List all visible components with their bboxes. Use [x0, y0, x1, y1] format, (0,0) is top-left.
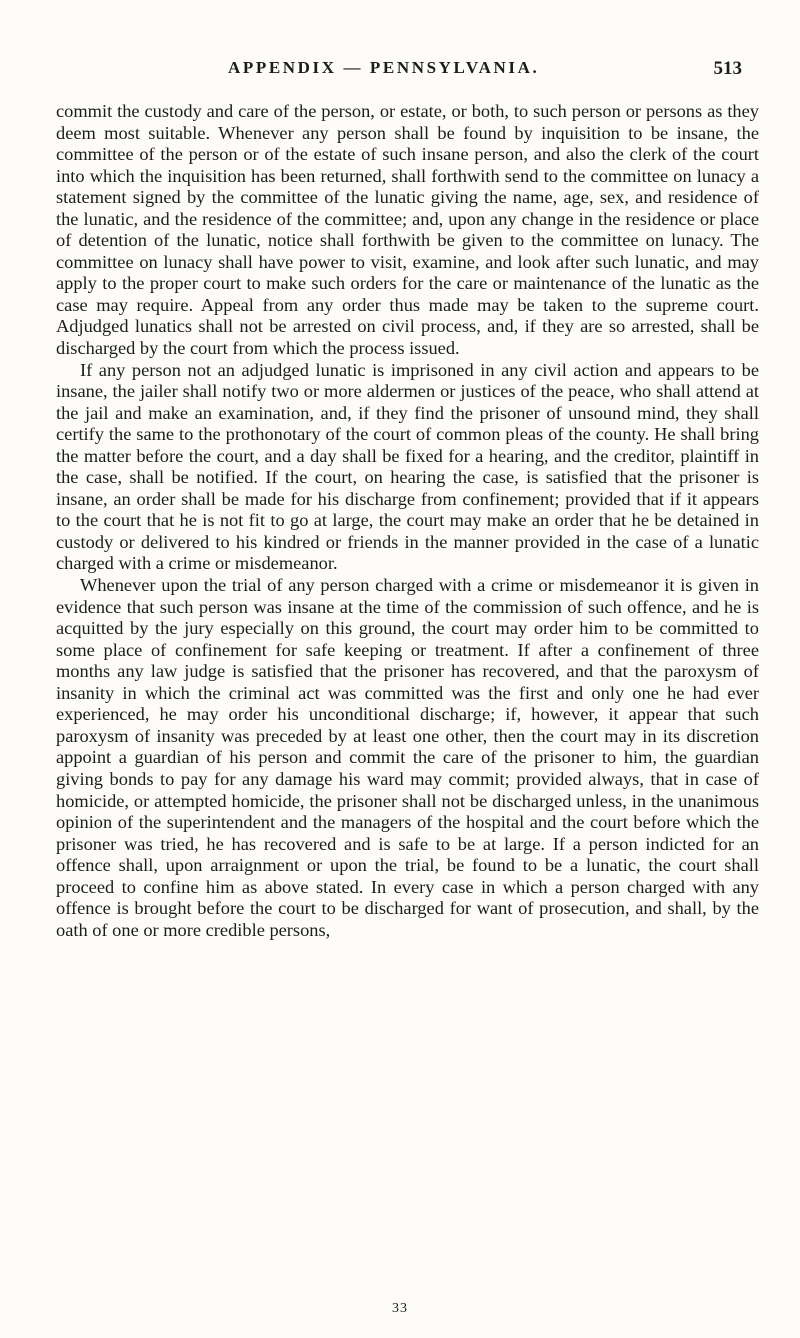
page-number: 513	[713, 58, 742, 79]
body-text	[56, 101, 759, 941]
running-title: APPENDIX — PENNSYLVANIA.	[228, 58, 540, 77]
paragraph-2: If any person not an adjudged lunatic is imprisoned in any civil action and appears to be insane, the jailer shall notify two or more aldermen or justices of the peace, who shall attend at the jail and make an examination, and, if they find the prisoner of unsound mind, they shall certify the same to the prothonotary of the court of common pleas of the county. He shall bring the matter before the court, and a day shall be fixed for a hearing, and the creditor, plaintiff in the case, shall be notified. If the court, on hearing the case, is satisfied that the prisoner is insane, an order shall be made for his discharge from confinement; provided that if it appears to the court that he is not fit to go at large, the court may make an order that he be detained in custody or delivered to his kindred or friends in the manner provided in the case of a lunatic charged with a crime or misdemeanor.	[56, 359, 759, 574]
paragraph-3: Whenever upon the trial of any person charged with a crime or misdemeanor it is given in evidence that such person was insane at the time of the commission of such offence, and he is acquitted by the jury especially on this ground, the court may order him to be committed to some place of confinement for safe keeping or treatment. If after a confinement of three months any law judge is satisfied that the prisoner has recovered, and that the paroxysm of insanity in which the criminal act was committed was the first and only one he had ever experienced, he may order his unconditional discharge; if, however, it appear that such paroxysm of insanity was preceded by at least one other, then the court may in its discretion appoint a guardian of his person and commit the care of the prisoner to him, the guardian giving bonds to pay for any damage his ward may commit; provided always, that in case of homicide, or attempted homicide, the prisoner shall not be discharged unless, in the unanimous opinion of the superintendent and the managers of the hospital and the court before which the prisoner was tried, he has recovered and is safe to be at large. If a person indicted for an offence shall, upon arraignment or upon the trial, be found to be a lunatic, the court shall proceed to confine him as above stated. In every case in which a person charged with any offence is brought before the court to be discharged for want of prosecution, and shall, by the oath of one or more credible persons,	[56, 575, 759, 940]
running-head	[0, 58, 800, 88]
signature-mark: 33	[392, 1301, 408, 1316]
paragraph-1: commit the custody and care of the person, or estate, or both, to such person or persons as they deem most suitable. Whenever any person shall be found by inquisition to be insane, the committee of the person or of the estate of such insane person, and also the clerk of the court into which the inquisition has been returned, shall forthwith send to the committee on lunacy a statement signed by the committee of the lunatic giving the name, age, sex, and residence of the lunatic, and the residence of the committee; and, upon any change in the residence or place of detention of the lunatic, notice shall forthwith be given to the committee on lunacy. The committee on lunacy shall have power to visit, examine, and look after such lunatic, and may apply to the proper court to make such orders for the care or maintenance of the lunatic as the case may require. Appeal from any order thus made may be taken to the supreme court. Adjudged lunatics shall not be arrested on civil process, and, if they are so arrested, shall be discharged by the court from which the process issued.	[56, 101, 759, 359]
